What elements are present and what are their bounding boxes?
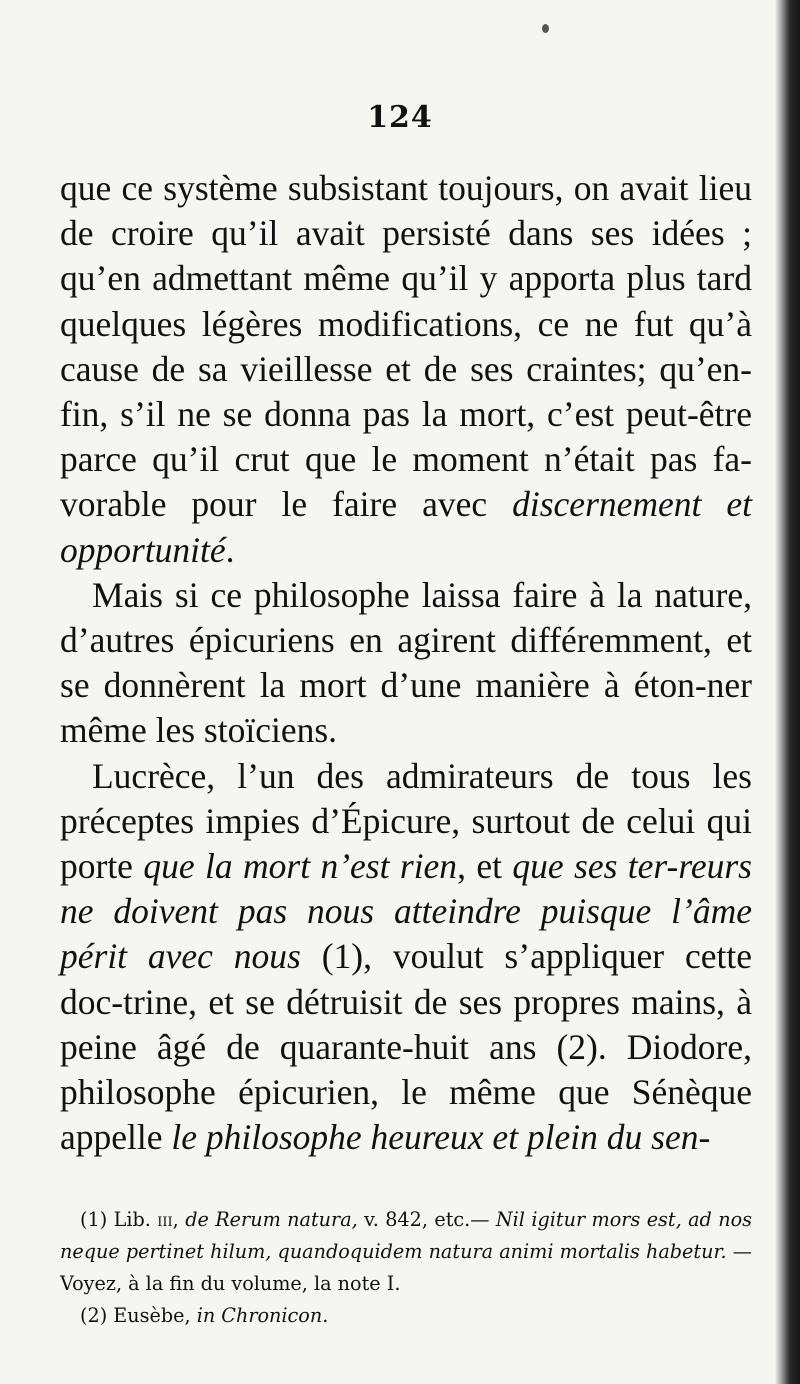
ink-speck xyxy=(542,24,549,33)
p3-italic-a: que la mort n’est rien xyxy=(143,846,458,887)
fn1-book-numeral: iii xyxy=(157,1208,173,1231)
page-edge-shadow xyxy=(774,0,800,1384)
fn1-text-a: (1) Lib. xyxy=(80,1208,158,1231)
footnote-2 xyxy=(60,1300,752,1332)
p1-line-8-text: vorable pour le faire avec xyxy=(60,484,513,525)
p3-italic-c: le philosophe heureux et plein du sen- xyxy=(171,1117,711,1158)
p1-line-2: lieu de croire qu’il avait persisté dans ses idées ; xyxy=(60,168,752,254)
paragraph-2: Mais si ce philosophe laissa faire à la nature, d’autres épicuriens en agirent différemment, et se donnèrent la mort d’une manière à éton-ner même les stoïciens. xyxy=(60,574,752,751)
p1-line-3: qu’en admettant même qu’il y apporta plus tard xyxy=(60,258,752,299)
p3-text-a: Lucrèce, l’un des admirateurs de tous les préceptes impies d’Épicure, surtout de celui qui porte xyxy=(60,755,752,887)
fn2-italic: in Chronicon. xyxy=(196,1304,329,1327)
p1-period: . xyxy=(225,529,235,570)
paragraph-3 xyxy=(60,754,752,1161)
page-number: 124 xyxy=(367,100,433,135)
main-text xyxy=(60,166,752,1160)
fn1-italic-quote: Nil igitur mors est, ad nos neque pertinet hilum, quandoquidem natura animi mortalis habetur. xyxy=(60,1208,753,1263)
fn1-text-b: , xyxy=(172,1208,186,1231)
p3-italic-b: que ses ter-reurs ne doivent pas nous atteindre puisque l’âme périt avec nous xyxy=(60,846,752,977)
p1-italic-discernement: discernement et xyxy=(512,484,753,525)
p1-line-5: cause de sa vieillesse et de ses craintes; qu’en- xyxy=(60,348,752,389)
p1-italic-opportunite: opportunité xyxy=(60,529,226,570)
fn2-text: (2) Eusèbe, xyxy=(80,1304,197,1327)
footnote-1 xyxy=(60,1204,752,1300)
fn1-italic-title: de Rerum natura, xyxy=(185,1208,358,1231)
p1-line-4: quelques légères modifications, ce ne fut qu’à xyxy=(60,303,752,344)
p1-line-6: fin, s’il ne se donna pas la mort, c’est peut-être xyxy=(60,394,752,435)
fn1-text-d: — Voyez, à la fin du volume, la note I. xyxy=(60,1240,752,1295)
p3-text-c: (1), voulut s’appliquer cette doc-trine, et se détruisit de ses propres mains, à peine âgé de quarante-huit ans (2). Diodore, philosophe épicurien, le même que Sénèque appelle xyxy=(60,936,752,1158)
p3-text-b: , et xyxy=(457,846,513,887)
paragraph-1 xyxy=(60,166,752,573)
p1-line-1: que ce système subsistant toujours, on avait xyxy=(60,168,689,208)
fn1-text-c: v. 842, etc.— xyxy=(357,1208,496,1231)
footnotes xyxy=(60,1204,752,1332)
p1-line-7: parce qu’il crut que le moment n’était pas fa- xyxy=(60,439,752,480)
